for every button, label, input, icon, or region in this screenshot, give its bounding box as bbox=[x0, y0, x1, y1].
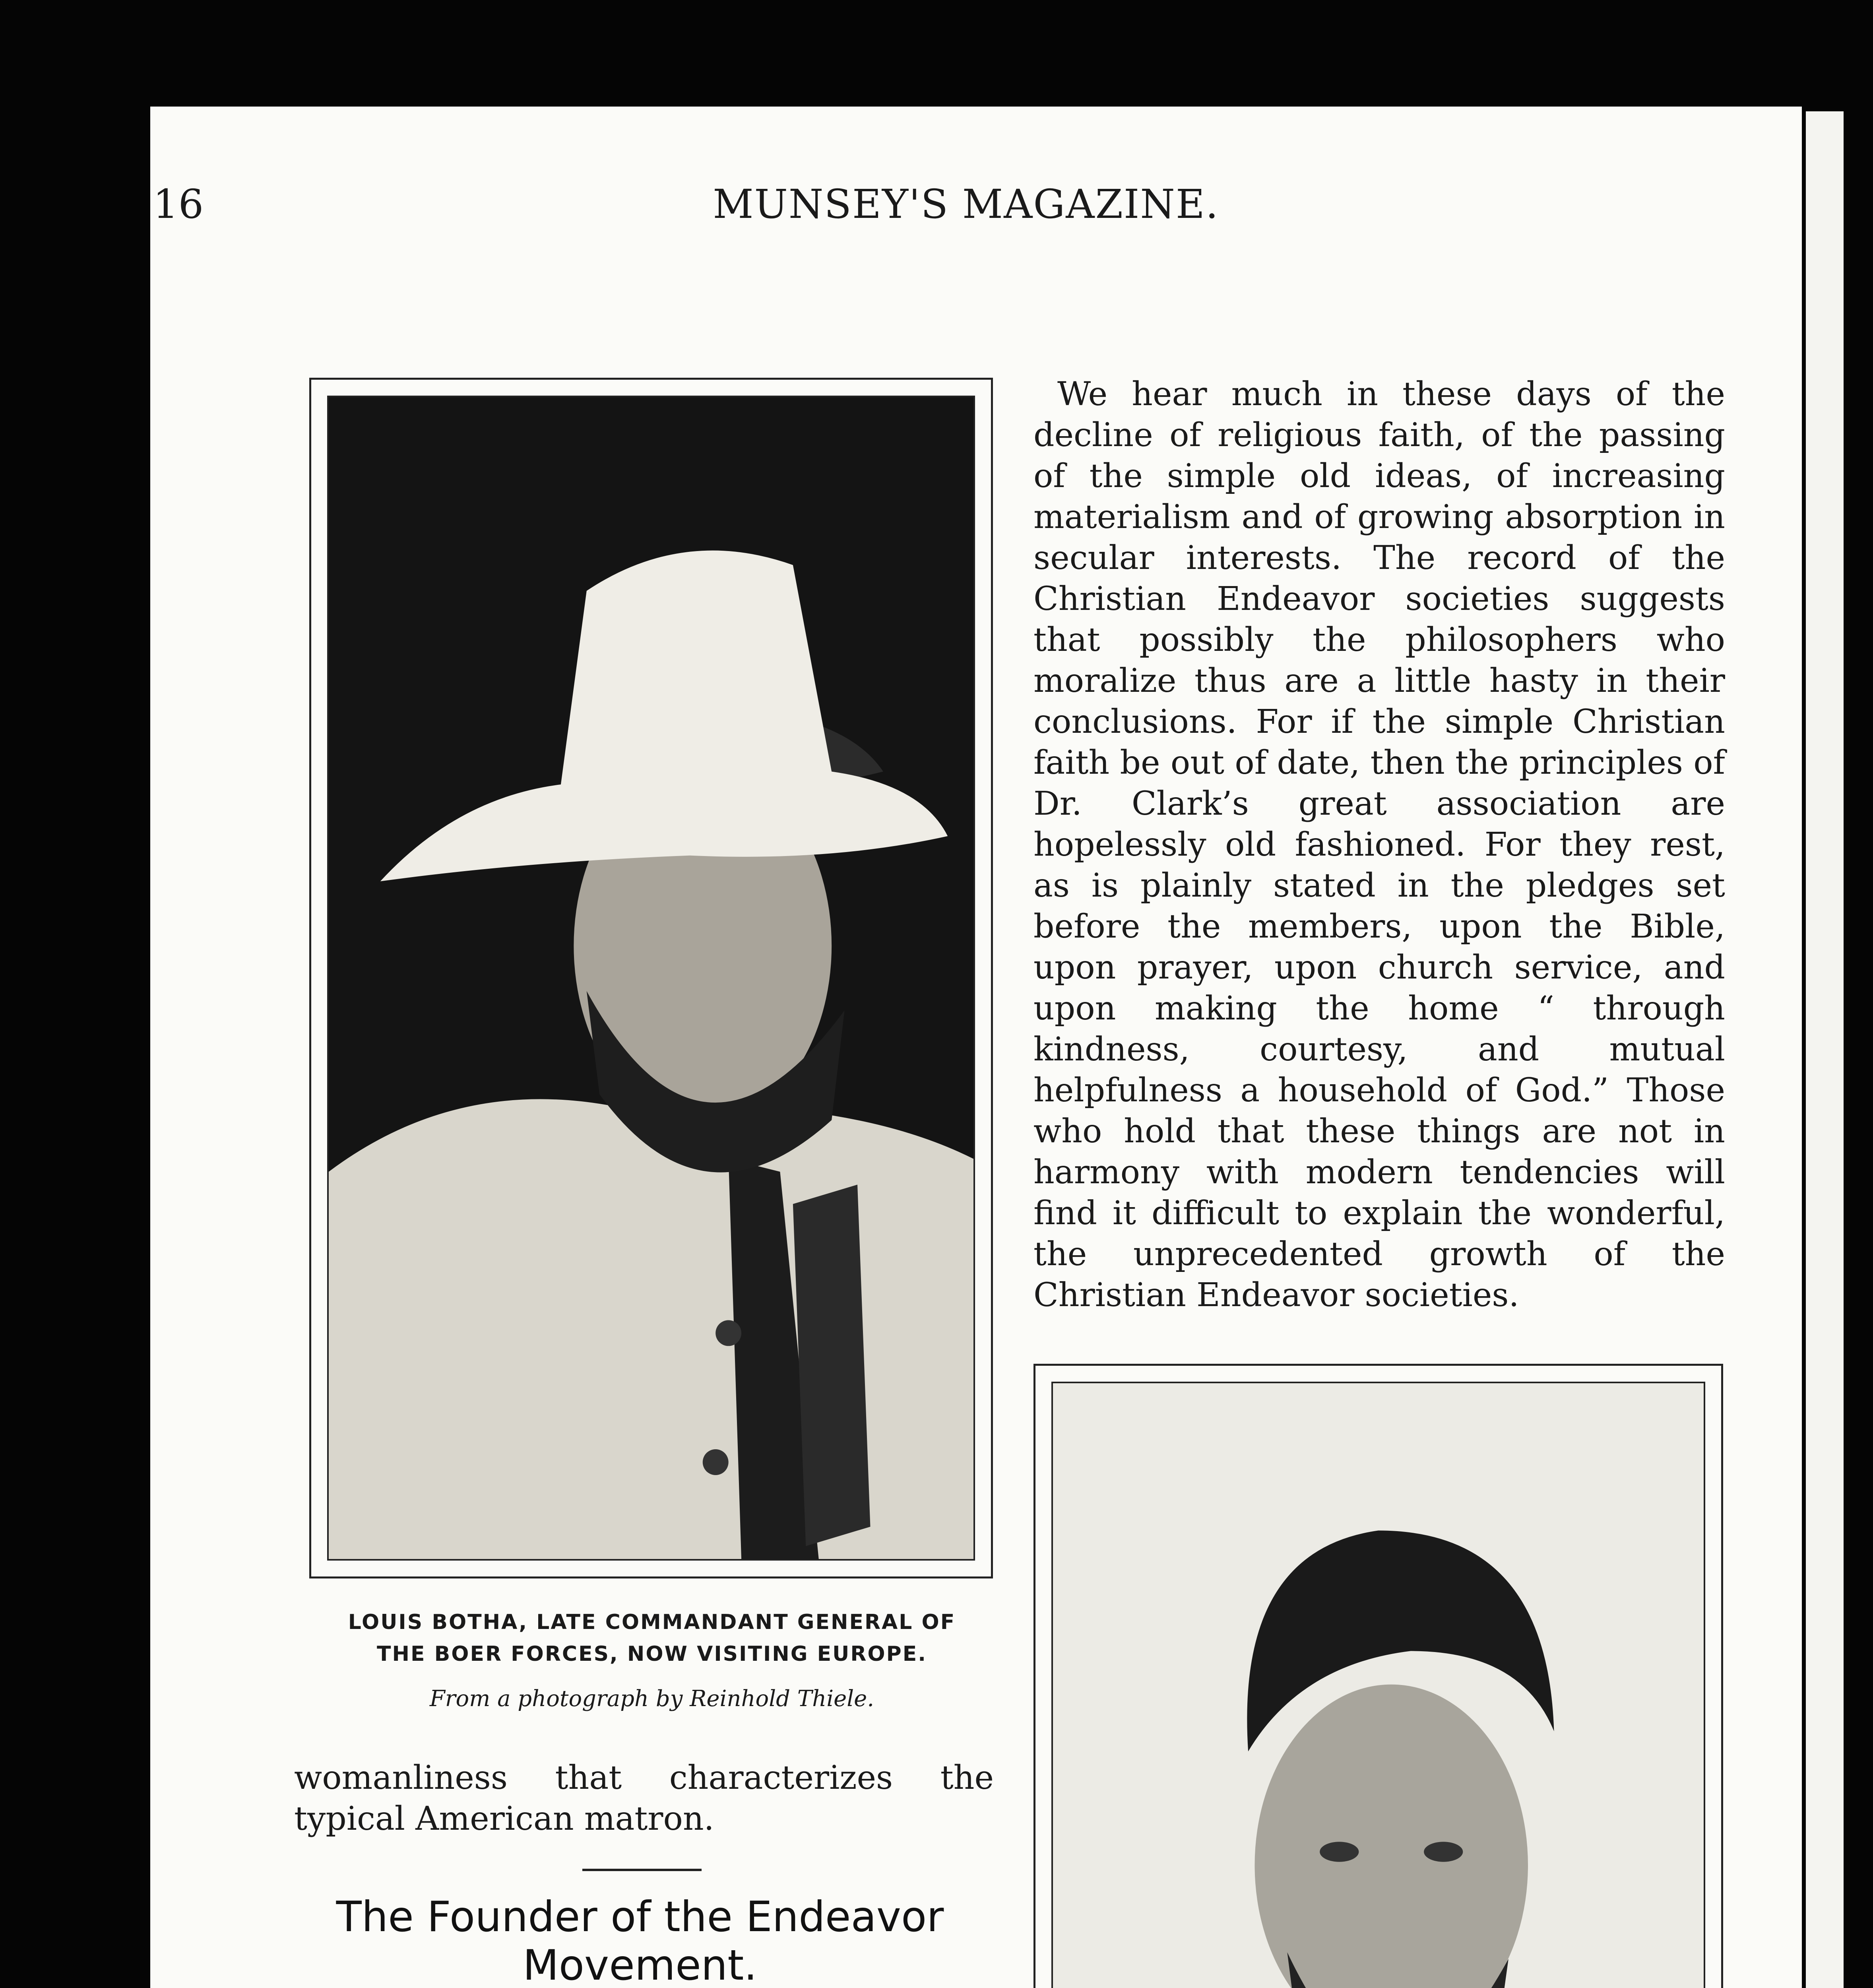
continued-paragraph: womanliness that characterizes the typical American matron. bbox=[294, 1759, 994, 1838]
dewet-photo-frame bbox=[1033, 1364, 1723, 1988]
botha-caption-line-1: LOUIS BOTHA, LATE COMMANDANT GENERAL OF bbox=[348, 1610, 956, 1634]
heading-line-1: The Founder of the Endeavor bbox=[336, 1893, 944, 1941]
endeavor-paragraph: We hear much in these days of the decline of religious faith, of the passing of the simple old ideas, of increasing materialism and of growing absorption in secular interests. The record of the Christian Endeavor societies suggests that possibly the philosophers who moralize thus are a little hasty in their conclusions. For if the simple Christian faith be out of date, then the principles of Dr. Clark’s great association are hopelessly old fashioned. For they rest, as is plainly stated in the pledges set before the members, upon the Bible, upon prayer, upon church service, and upon making the home “ through kindness, courtesy, and mutual helpfulness a household of God.” Those who hold that these things are not in harmony with modern tendencies will find it difficult to explain the wonderful, the unprecedented growth of the Christian Endeavor societies. bbox=[1033, 375, 1725, 1314]
botha-caption-line-2: THE BOER FORCES, NOW VISITING EUROPE. bbox=[377, 1642, 927, 1666]
botha-caption bbox=[294, 1606, 1010, 1670]
running-title: MUNSEY'S MAGAZINE. bbox=[713, 181, 1219, 227]
botha-photo-frame bbox=[309, 378, 993, 1578]
section-divider bbox=[582, 1869, 702, 1871]
facing-page-edge bbox=[1806, 111, 1844, 1988]
botha-portrait-image bbox=[327, 396, 975, 1561]
dewet-portrait-image bbox=[1051, 1382, 1705, 1988]
heading-line-2: Movement. bbox=[523, 1941, 757, 1988]
botha-photo-credit: From a photograph by Reinhold Thiele. bbox=[429, 1686, 874, 1712]
section-heading bbox=[286, 1893, 994, 1988]
page-number: 16 bbox=[153, 181, 204, 227]
